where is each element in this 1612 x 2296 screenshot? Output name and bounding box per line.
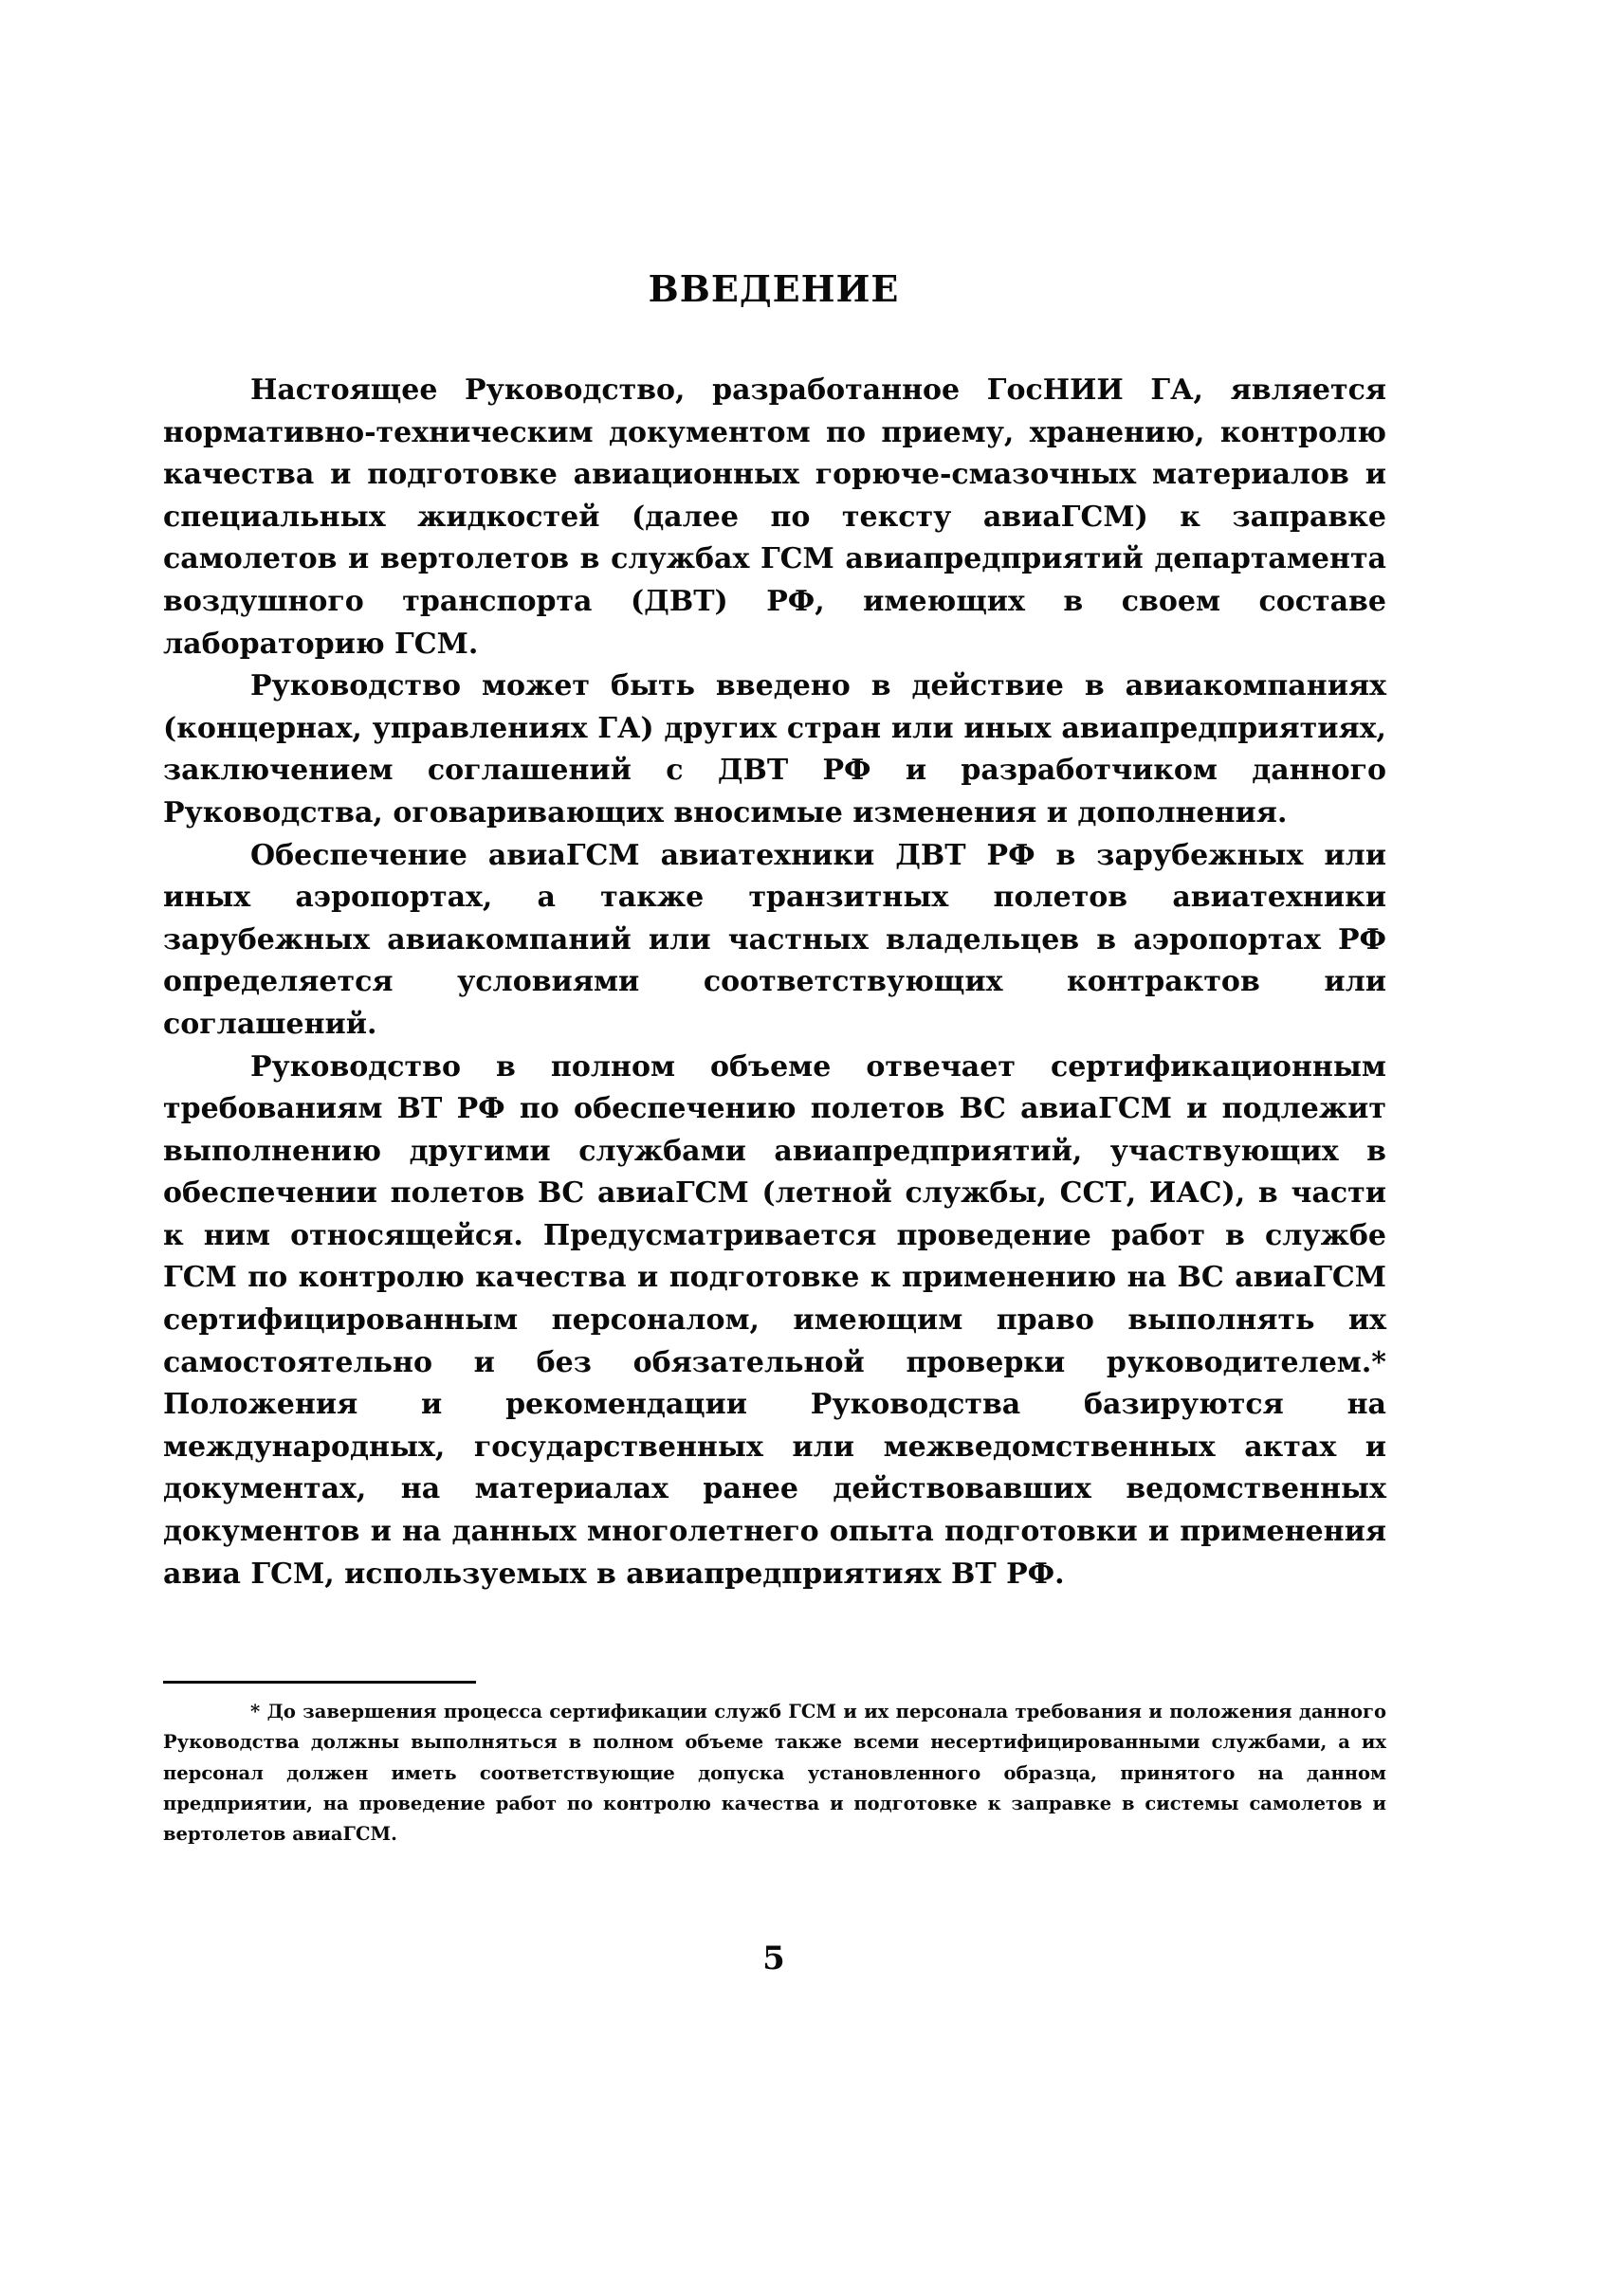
page-number: 5: [762, 1940, 785, 1977]
paragraph-1: Настоящее Руководство, разработанное ГосНИИ ГА, является нормативно-техническим документом по приему, хранению, контролю качества и подготовке авиационных горюче-смазочных материалов и специальных жидкостей (далее по тексту авиаГСМ) к заправке самолетов и вертолетов в службах ГСМ авиапредприятий департамента воздушного транспорта (ДВТ) РФ, имеющих в своем составе лабораторию ГСМ.: [163, 374, 1386, 661]
section-title: ВВЕДЕНИЕ: [648, 267, 900, 310]
body-text: [163, 370, 1386, 1595]
footnote-divider: [163, 1681, 476, 1684]
paragraph-4: Руководство в полном объеме отвечает сертификационным требованиям ВТ РФ по обеспечению полетов ВС авиаГСМ и подлежит выполнению другими службами авиапредприятий, участвующих в обеспечении полетов ВС авиаГСМ (летной службы, ССТ, ИАС), в части к ним относящейся. Предусматривается проведение работ в службе ГСМ по контролю качества и подготовке к применению на ВС авиаГСМ сертифицированным персоналом, имеющим право выполнять их самостоятельно и без обязательной проверки руководителем.* Положения и рекомендации Руководства базируются на международных, государственных или межведомственных актах и документах, на материалах ранее действовавших ведомственных документов и на данных многолетнего опыта подготовки и применения авиа ГСМ, используемых в авиапредприятиях ВТ РФ.: [163, 1049, 1386, 1591]
paragraph-2: Руководство может быть введено в действие в авиакомпаниях (концернах, управлениях ГА) других стран или иных авиапредприятиях, заключением соглашений с ДВТ РФ и разработчиком данного Руководства, оговаривающих вносимые изменения и дополнения.: [163, 669, 1386, 829]
paragraph-3: Обеспечение авиаГСМ авиатехники ДВТ РФ в зарубежных или иных аэропортах, а также транзитных полетов авиатехники зарубежных авиакомпаний или частных владельцев в аэропортах РФ определяется условиями соответствующих контрактов или соглашений.: [163, 838, 1386, 1041]
footnote: * До завершения процесса сертификации служб ГСМ и их персонала требования и положения данного Руководства должны выполняться в полном объеме также всеми несертифицированными службами, а их персонал должен иметь соответствующие допуска установленного образца, принятого на данном предприятии, на проведение работ по контролю качества и подготовке к заправке в системы самолетов и вертолетов авиаГСМ.: [163, 1701, 1386, 1846]
